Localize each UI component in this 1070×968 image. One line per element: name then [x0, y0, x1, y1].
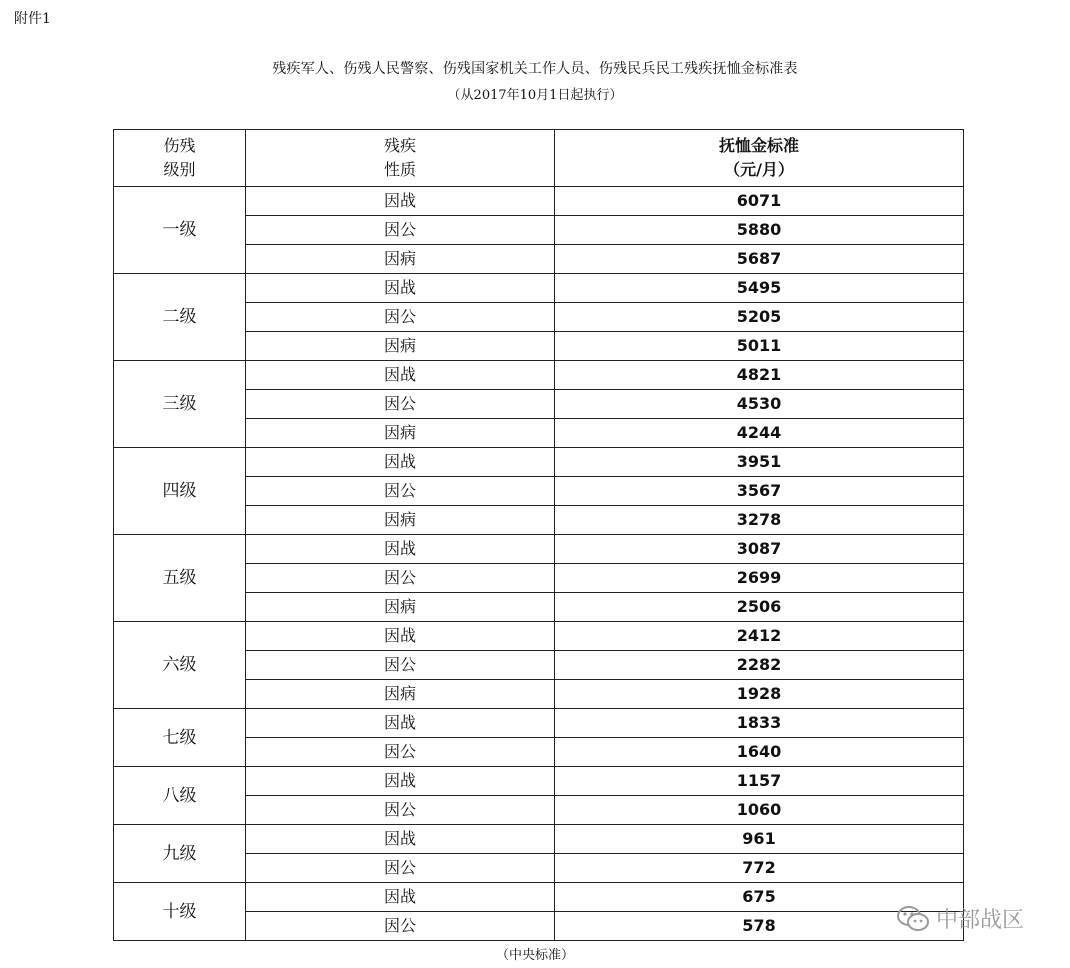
nature-cell: 因战: [246, 361, 555, 390]
nature-cell: 因公: [246, 651, 555, 680]
watermark: [896, 903, 1024, 934]
pension-value-cell: 675: [555, 883, 964, 912]
nature-cell: 因公: [246, 303, 555, 332]
pension-value-cell: 5011: [555, 332, 964, 361]
pension-value-cell: 2506: [555, 593, 964, 622]
pension-value-cell: 1833: [555, 709, 964, 738]
grade-cell: 四级: [114, 448, 246, 535]
document-subtitle: （从2017年10月1日起执行）: [447, 88, 623, 103]
grade-cell: 七级: [114, 709, 246, 767]
pension-value-cell: 772: [555, 854, 964, 883]
pension-value-cell: 3951: [555, 448, 964, 477]
nature-cell: 因战: [246, 709, 555, 738]
wechat-icon: [896, 905, 930, 933]
table-header-row: [114, 130, 964, 187]
pension-value-cell: 961: [555, 825, 964, 854]
nature-cell: 因病: [246, 419, 555, 448]
pension-value-cell: 4530: [555, 390, 964, 419]
nature-cell: 因病: [246, 506, 555, 535]
pension-value-cell: 5687: [555, 245, 964, 274]
attachment-label: 附件1: [14, 11, 51, 27]
nature-cell: 因病: [246, 593, 555, 622]
table-row: [114, 883, 964, 912]
pension-value-cell: 4244: [555, 419, 964, 448]
nature-cell: 因病: [246, 245, 555, 274]
nature-cell: 因公: [246, 564, 555, 593]
pension-standard-table: [113, 129, 964, 941]
grade-cell: 一级: [114, 187, 246, 274]
grade-cell: 五级: [114, 535, 246, 622]
nature-cell: 因公: [246, 390, 555, 419]
nature-cell: 因公: [246, 912, 555, 941]
pension-value-cell: 4821: [555, 361, 964, 390]
grade-cell: 二级: [114, 274, 246, 361]
pension-value-cell: 1640: [555, 738, 964, 767]
table-row: [114, 825, 964, 854]
table-row: [114, 622, 964, 651]
nature-cell: 因战: [246, 448, 555, 477]
grade-cell: 十级: [114, 883, 246, 941]
document-title: 残疾军人、伤残人民警察、伤残国家机关工作人员、伤残民兵民工残疾抚恤金标准表: [272, 61, 798, 77]
pension-value-cell: 578: [555, 912, 964, 941]
table-row: [114, 361, 964, 390]
header-pension-standard: 抚恤金标准 （元/月）: [555, 130, 964, 187]
nature-cell: 因战: [246, 767, 555, 796]
pension-value-cell: 2699: [555, 564, 964, 593]
nature-cell: 因战: [246, 535, 555, 564]
table-row: [114, 448, 964, 477]
watermark-text: 中部战区: [936, 908, 1025, 933]
pension-value-cell: 5495: [555, 274, 964, 303]
nature-cell: 因公: [246, 738, 555, 767]
nature-cell: 因战: [246, 883, 555, 912]
table-row: [114, 767, 964, 796]
grade-cell: 三级: [114, 361, 246, 448]
nature-cell: 因公: [246, 216, 555, 245]
header-disability-nature: 残疾 性质: [246, 130, 555, 187]
pension-value-cell: 1060: [555, 796, 964, 825]
nature-cell: 因战: [246, 274, 555, 303]
pension-value-cell: 3567: [555, 477, 964, 506]
pension-value-cell: 5880: [555, 216, 964, 245]
pension-value-cell: 2282: [555, 651, 964, 680]
pension-value-cell: 1928: [555, 680, 964, 709]
table-row: [114, 709, 964, 738]
nature-cell: 因战: [246, 187, 555, 216]
nature-cell: 因病: [246, 680, 555, 709]
nature-cell: 因公: [246, 854, 555, 883]
header-disability-grade: 伤残 级别: [114, 130, 246, 187]
nature-cell: 因公: [246, 796, 555, 825]
grade-cell: 六级: [114, 622, 246, 709]
footer-note: （中央标准）: [495, 948, 574, 963]
grade-cell: 九级: [114, 825, 246, 883]
pension-value-cell: 3087: [555, 535, 964, 564]
nature-cell: 因战: [246, 622, 555, 651]
pension-value-cell: 1157: [555, 767, 964, 796]
table-row: [114, 535, 964, 564]
table-row: [114, 187, 964, 216]
pension-value-cell: 3278: [555, 506, 964, 535]
pension-value-cell: 6071: [555, 187, 964, 216]
table-row: [114, 274, 964, 303]
nature-cell: 因病: [246, 332, 555, 361]
nature-cell: 因战: [246, 825, 555, 854]
table-body: [114, 187, 964, 941]
grade-cell: 八级: [114, 767, 246, 825]
pension-value-cell: 5205: [555, 303, 964, 332]
pension-value-cell: 2412: [555, 622, 964, 651]
nature-cell: 因公: [246, 477, 555, 506]
